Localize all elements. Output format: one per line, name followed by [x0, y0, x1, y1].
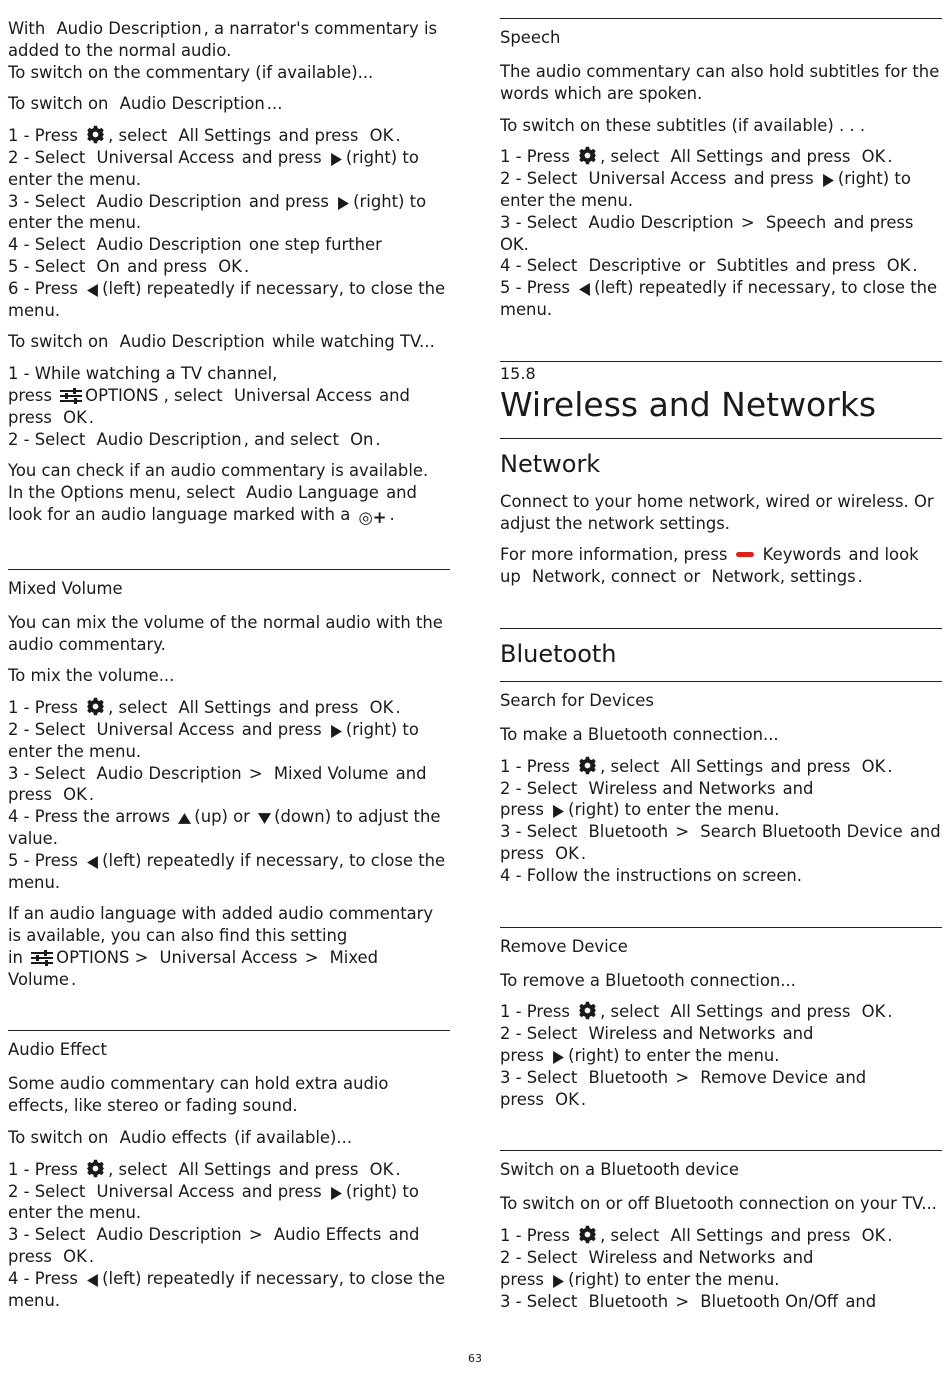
divider: [500, 361, 942, 362]
mixed-paragraph-2: To mix the volume...: [8, 666, 175, 686]
effect-paragraph-2: To switch on Audio effects (if available)...: [8, 1128, 353, 1148]
options-icon: [60, 388, 82, 404]
up-arrow-icon: [178, 812, 191, 825]
mixed-volume-heading: Mixed Volume: [8, 578, 123, 598]
right-arrow-icon: [330, 153, 343, 166]
right-arrow-icon: [552, 1275, 565, 1288]
left-arrow-icon: [86, 284, 99, 297]
right-arrow-icon: [330, 725, 343, 738]
remove-device-heading: Remove Device: [500, 936, 628, 956]
search-steps: 1 - Press , select All Settings and press OK . 2 - Select Wireless and Networks and press (right) to enter the menu. 3 - Select Bluetooth > Search Bluetooth Device and press OK . 4 - Follow the instructions on screen.: [500, 756, 941, 885]
check-paragraph: You can check if an audio commentary is available. In the Options menu, select Audio Language and look for an audio language marked with a ◎+ .: [8, 461, 429, 527]
switch-bluetooth-heading: Switch on a Bluetooth device: [500, 1160, 739, 1180]
speech-paragraph: The audio commentary can also hold subtitles for the words which are spoken.: [500, 62, 940, 103]
settings-icon: [578, 1225, 597, 1244]
remove-steps: 1 - Press , select All Settings and press OK . 2 - Select Wireless and Networks and press (right) to enter the menu. 3 - Select Bluetooth > Remove Device and press OK .: [500, 1002, 893, 1109]
right-arrow-icon: [822, 174, 835, 187]
intro-paragraph: With Audio Description , a narrator's commentary is added to the normal audio. To switch on the commentary (if available)...: [8, 19, 438, 82]
left-arrow-icon: [86, 856, 99, 869]
divider: [8, 569, 450, 570]
intro-paragraph-2: To switch on Audio Description ...: [8, 94, 283, 114]
divider: [500, 18, 942, 19]
effect-steps: 1 - Press , select All Settings and press OK . 2 - Select Universal Access and press (right) to enter the menu. 3 - Select Audio Description > Audio Effects and press OK . 4 - Press (left) repeatedly if necessary, to close the menu.: [8, 1159, 446, 1310]
network-paragraph: Connect to your home network, wired or wireless. Or adjust the network settings.: [500, 491, 934, 533]
tv-steps: 1 - While watching a TV channel, press OPTIONS , select Universal Access and press OK . 2 - Select Audio Description , and select On .: [8, 364, 410, 449]
left-arrow-icon: [86, 1274, 99, 1287]
speech-heading: Speech: [500, 28, 561, 47]
divider: [500, 1150, 942, 1151]
red-key-icon: [736, 552, 754, 557]
divider: [500, 438, 942, 439]
speech-steps: 1 - Press , select All Settings and press OK . 2 - Select Universal Access and press (right) to enter the menu. 3 - Select Audio Description > Speech and press OK. 4 - Select Descriptive or Subtitles and press OK . 5 - Press (left) repeatedly if necessary, to close the menu.: [500, 147, 938, 319]
divider: [500, 628, 942, 629]
settings-icon: [86, 125, 105, 144]
right-arrow-icon: [552, 1051, 565, 1064]
mixed-paragraph-3: If an audio language with added audio commentary is available, you can also find this setting in OPTIONS > Universal Access > Mixed Volume .: [8, 904, 434, 989]
speech-paragraph-2: To switch on these subtitles (if available) . . .: [500, 115, 866, 135]
remove-paragraph: To remove a Bluetooth connection...: [500, 970, 796, 990]
bluetooth-heading: Bluetooth: [500, 639, 617, 668]
left-arrow-icon: [578, 283, 591, 296]
right-arrow-icon: [337, 197, 350, 210]
down-arrow-icon: [258, 812, 271, 825]
right-column: [500, 0, 942, 1312]
settings-icon: [578, 146, 597, 165]
settings-icon: [578, 1001, 597, 1020]
audio-effect-heading: Audio Effect: [8, 1040, 107, 1060]
switch-paragraph: To switch on or off Bluetooth connection on your TV...: [500, 1194, 937, 1214]
audio-description-icon: ◎+: [358, 507, 387, 527]
search-devices-heading: Search for Devices: [500, 690, 654, 710]
settings-icon: [578, 756, 597, 775]
settings-icon: [86, 697, 105, 716]
options-icon: [31, 950, 53, 966]
search-paragraph: To make a Bluetooth connection...: [500, 724, 779, 744]
page-number: 63: [468, 1352, 482, 1365]
section-title: Wireless and Networks: [500, 384, 877, 424]
effect-paragraph: Some audio commentary can hold extra audio effects, like stereo or fading sound.: [8, 1074, 389, 1116]
steps-list: 1 - Press , select All Settings and press OK . 2 - Select Universal Access and press (right) to enter the menu. 3 - Select Audio Description and press (right) to enter the menu. 4 - Select Audio Description one step further 5 - Select On and press OK . 6 - Press (left) repeatedly if necessary, to close the menu.: [8, 126, 446, 320]
mixed-steps: 1 - Press , select All Settings and press OK . 2 - Select Universal Access and press (right) to enter the menu. 3 - Select Audio Description > Mixed Volume and press OK . 4 - Press the arrows (up) or (down) to adjust the value. 5 - Press (left) repeatedly if necessary, to close the menu.: [8, 698, 446, 892]
right-arrow-icon: [552, 805, 565, 818]
switch-steps: 1 - Press , select All Settings and press OK . 2 - Select Wireless and Networks and press (right) to enter the menu. 3 - Select Bluetooth > Bluetooth On/Off and: [500, 1226, 893, 1311]
divider: [500, 927, 942, 928]
network-heading: Network: [500, 449, 601, 478]
divider: [500, 681, 942, 682]
section-number: 15.8: [500, 363, 536, 383]
left-column: [8, 0, 450, 1311]
settings-icon: [86, 1159, 105, 1178]
tv-intro: To switch on Audio Description while watching TV...: [8, 332, 435, 352]
right-arrow-icon: [330, 1187, 343, 1200]
mixed-paragraph: You can mix the volume of the normal audio with the audio commentary.: [8, 612, 443, 654]
divider: [8, 1030, 450, 1031]
network-paragraph-2: For more information, press Keywords and look up Network, connect or Network, settings .: [500, 545, 919, 587]
